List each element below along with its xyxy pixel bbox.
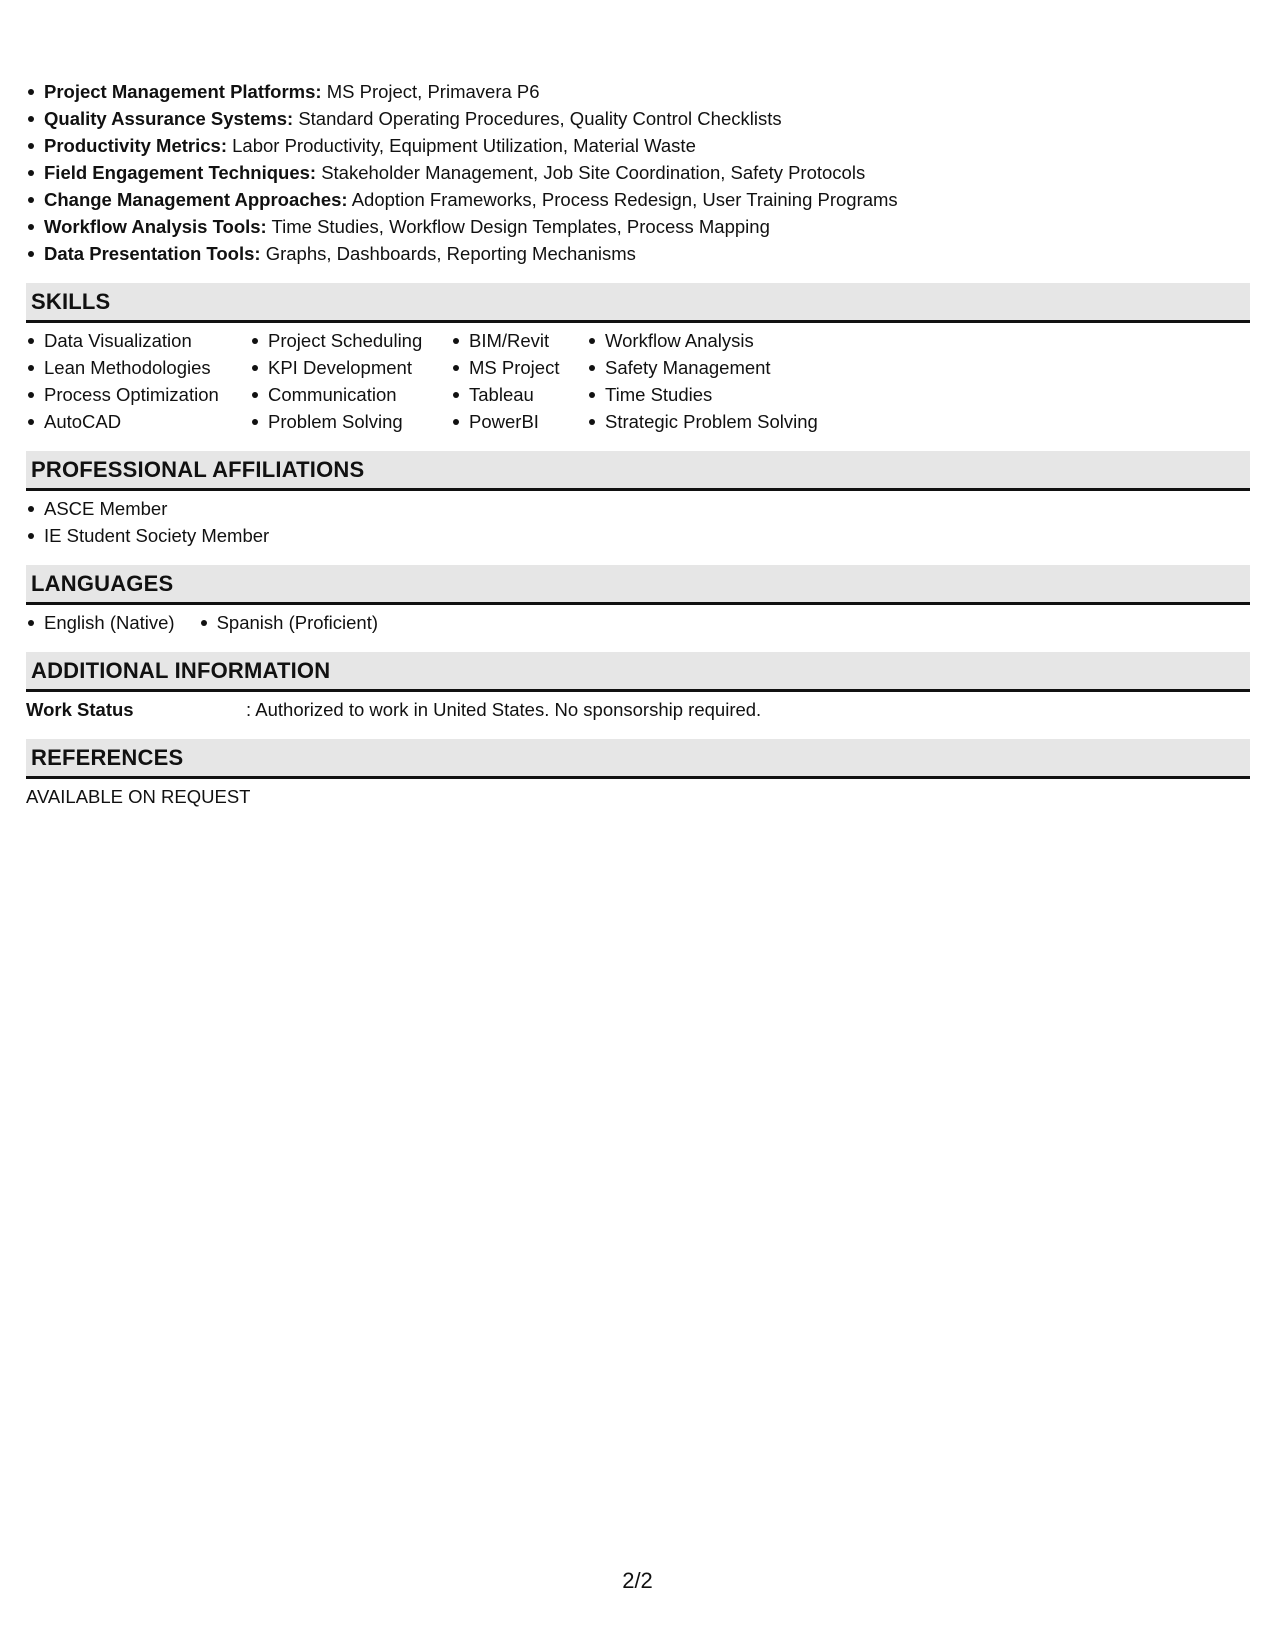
skills-column	[26, 327, 250, 435]
section-title: PROFESSIONAL AFFILIATIONS	[31, 456, 365, 482]
section-header	[26, 739, 1250, 779]
tool-label: Workflow Analysis Tools:	[44, 216, 267, 237]
tools-list	[26, 78, 1250, 267]
references-section	[26, 739, 1250, 810]
language-item: Spanish (Proficient)	[199, 609, 378, 636]
work-status-label: Work Status	[26, 699, 134, 720]
skill-item: KPI Development	[250, 354, 451, 381]
additional-info-section	[26, 652, 1250, 723]
tool-value: Labor Productivity, Equipment Utilization, Material Waste	[232, 135, 696, 156]
affiliation-item: ASCE Member	[26, 495, 1250, 522]
skill-item: Strategic Problem Solving	[587, 408, 887, 435]
language-item: English (Native)	[26, 609, 175, 636]
page-number: 2/2	[622, 1568, 653, 1593]
section-title: LANGUAGES	[31, 570, 174, 596]
resume-page	[26, 78, 1250, 810]
languages-section	[26, 565, 1250, 636]
references-text: AVAILABLE ON REQUEST	[26, 786, 251, 807]
list-item	[26, 159, 1250, 186]
work-status-value: : Authorized to work in United States. No sponsorship required.	[246, 699, 762, 720]
affiliations-section	[26, 451, 1250, 549]
list-item	[26, 132, 1250, 159]
affiliations-list	[26, 495, 1250, 549]
section-title: SKILLS	[31, 288, 111, 314]
tool-value: Adoption Frameworks, Process Redesign, User Training Programs	[351, 189, 898, 210]
skill-item: MS Project	[451, 354, 587, 381]
tool-value: Time Studies, Workflow Design Templates, Process Mapping	[271, 216, 770, 237]
skill-item: Communication	[250, 381, 451, 408]
tool-value: Stakeholder Management, Job Site Coordination, Safety Protocols	[321, 162, 866, 183]
skills-column	[587, 327, 887, 435]
tool-label: Quality Assurance Systems:	[44, 108, 294, 129]
list-item	[26, 105, 1250, 132]
list-item	[26, 240, 1250, 267]
skill-item: Time Studies	[587, 381, 887, 408]
skills-column	[250, 327, 451, 435]
skill-item: Tableau	[451, 381, 587, 408]
section-header	[26, 652, 1250, 692]
skill-item: BIM/Revit	[451, 327, 587, 354]
affiliation-item: IE Student Society Member	[26, 522, 1250, 549]
tool-label: Field Engagement Techniques:	[44, 162, 317, 183]
tool-value: MS Project, Primavera P6	[326, 81, 540, 102]
skill-item: Problem Solving	[250, 408, 451, 435]
skills-grid	[26, 327, 1250, 435]
skill-item: Safety Management	[587, 354, 887, 381]
work-status-row	[26, 696, 1250, 723]
tool-label: Productivity Metrics:	[44, 135, 227, 156]
section-title: ADDITIONAL INFORMATION	[31, 657, 331, 683]
list-item	[26, 213, 1250, 240]
skill-item: Lean Methodologies	[26, 354, 250, 381]
section-header	[26, 565, 1250, 605]
tool-label: Project Management Platforms:	[44, 81, 322, 102]
skill-item: Process Optimization	[26, 381, 250, 408]
tool-value: Standard Operating Procedures, Quality Control Checklists	[298, 108, 782, 129]
skill-item: PowerBI	[451, 408, 587, 435]
languages-list	[26, 609, 1250, 636]
list-item	[26, 186, 1250, 213]
section-header	[26, 283, 1250, 323]
skills-column	[451, 327, 587, 435]
skill-item: AutoCAD	[26, 408, 250, 435]
section-title: REFERENCES	[31, 744, 184, 770]
list-item	[26, 78, 1250, 105]
skill-item: Project Scheduling	[250, 327, 451, 354]
tool-label: Data Presentation Tools:	[44, 243, 261, 264]
tool-label: Change Management Approaches:	[44, 189, 348, 210]
skill-item: Workflow Analysis	[587, 327, 887, 354]
skills-section	[26, 283, 1250, 435]
skill-item: Data Visualization	[26, 327, 250, 354]
section-header	[26, 451, 1250, 491]
tool-value: Graphs, Dashboards, Reporting Mechanisms	[265, 243, 636, 264]
